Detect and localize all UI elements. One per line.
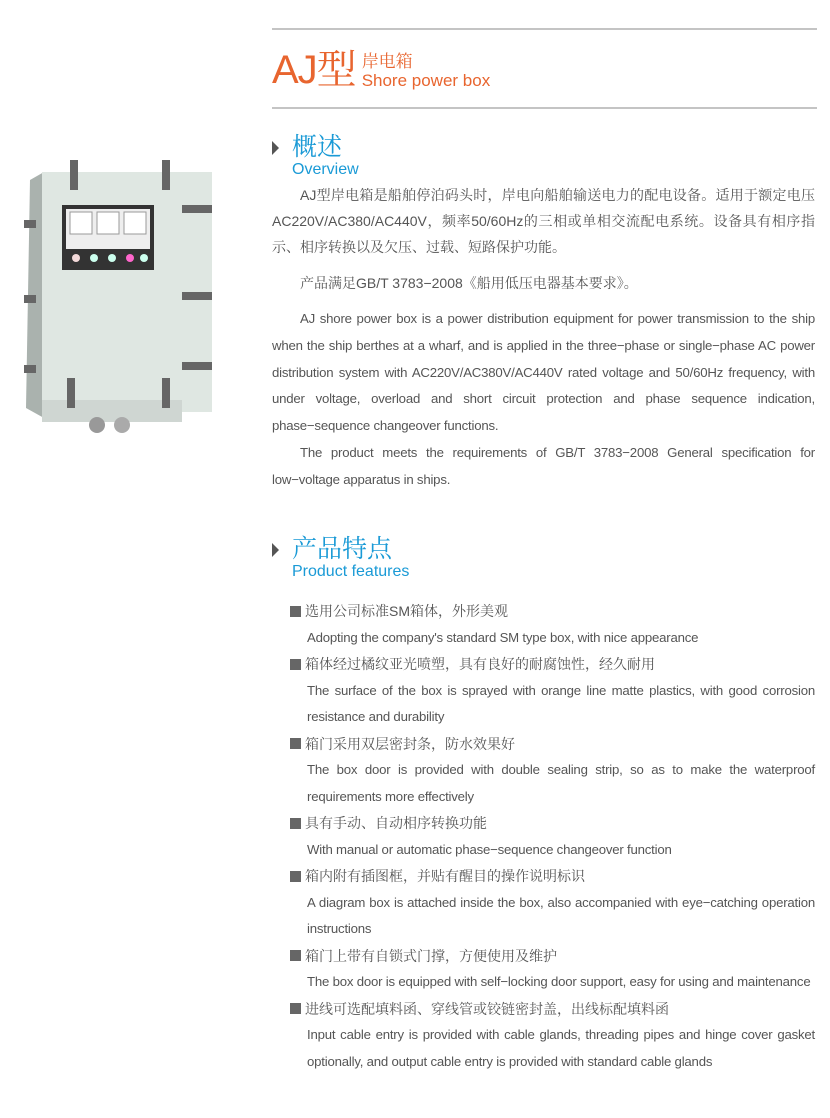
- title-divider: [272, 107, 817, 109]
- feature-en: Input cable entry is provided with cable glands, threading pipes and hinge cover gasket optionally, and output cable entry is provided with standard cable glands: [307, 1027, 815, 1069]
- feature-item: [290, 810, 815, 863]
- triangle-bullet-icon: [272, 141, 279, 155]
- top-divider: [272, 28, 817, 30]
- features-heading-cn: 产品特点: [292, 535, 393, 563]
- triangle-bullet-icon: [272, 543, 279, 557]
- overview-heading-en: Overview: [292, 161, 359, 178]
- feature-cn: 箱门上带有自锁式门撑，方便使用及维护: [305, 947, 557, 964]
- feature-item: [290, 651, 815, 731]
- title-cn: 岸电箱: [361, 52, 413, 71]
- overview-paragraph-cn: 产品满足GB/T 3783−2008《船用低压电器基本要求》。: [300, 275, 638, 291]
- feature-en: The box door is provided with double sealing strip, so as to make the waterproof requirements more effectively: [307, 762, 815, 804]
- square-bullet-icon: [290, 818, 301, 829]
- feature-cn: 选用公司标准SM箱体，外形美观: [305, 603, 508, 619]
- feature-en: The box door is equipped with self−locking door support, easy for using and maintenance: [307, 974, 811, 989]
- square-bullet-icon: [290, 659, 301, 670]
- page-title: [272, 50, 490, 90]
- shore-power-box-photo: [22, 150, 242, 445]
- feature-en: The surface of the box is sprayed with orange line matte plastics, with good corrosion resistance and durability: [307, 682, 815, 724]
- features-heading-en: Product features: [292, 563, 410, 580]
- feature-item: [290, 598, 815, 651]
- square-bullet-icon: [290, 950, 301, 961]
- overview-section-heading: [272, 133, 359, 179]
- overview-paragraph-en: AJ shore power box is a power distribution equipment for power transmission to the ship when the ship berthes at a wharf, and is applied in the three−phase or single−phase AC power distribution system with AC220V/AC380V/AC440V rated voltage and 50/60Hz frequency, with under voltage, overload and short circuit protection and phase sequence indication, phase−sequence changeover functions.: [272, 311, 815, 434]
- feature-item: [290, 863, 815, 943]
- feature-en: Adopting the company's standard SM type box, with nice appearance: [307, 629, 699, 645]
- square-bullet-icon: [290, 1003, 301, 1014]
- feature-cn: 箱体经过橘纹亚光喷塑，具有良好的耐腐蚀性，经久耐用: [305, 656, 655, 672]
- model-name: AJ型: [272, 48, 356, 92]
- feature-item: [290, 731, 815, 811]
- feature-item: [290, 943, 815, 996]
- overview-paragraph-cn: AJ型岸电箱是船舶停泊码头时，岸电向船舶输送电力的配电设备。适用于额定电压AC220V/AC380/AC440V，频率50/60Hz的三相或单相交流配电系统。设备具有相序指示、相序转换以及欠压、过载、短路保护功能。: [272, 187, 815, 255]
- feature-en: A diagram box is attached inside the box, also accompanied with eye−catching operation instructions: [307, 894, 815, 936]
- square-bullet-icon: [290, 738, 301, 749]
- overview-paragraph-en: The product meets the requirements of GB/T 3783−2008 General specification for low−voltage apparatus in ships.: [272, 445, 815, 487]
- feature-cn: 箱内附有插图框，并贴有醒目的操作说明标识: [305, 868, 585, 884]
- title-en: Shore power box: [361, 71, 491, 90]
- feature-cn: 具有手动、自动相序转换功能: [305, 815, 487, 831]
- square-bullet-icon: [290, 606, 301, 617]
- feature-cn: 进线可选配填料函、穿线管或铰链密封盖，出线标配填料函: [305, 1000, 669, 1017]
- square-bullet-icon: [290, 871, 301, 882]
- features-list: [290, 598, 815, 1075]
- features-section-heading: [272, 535, 409, 581]
- overview-heading-cn: 概述: [292, 133, 343, 161]
- feature-item: [290, 996, 815, 1076]
- feature-cn: 箱门采用双层密封条，防水效果好: [305, 735, 515, 752]
- feature-en: With manual or automatic phase−sequence changeover function: [307, 841, 672, 857]
